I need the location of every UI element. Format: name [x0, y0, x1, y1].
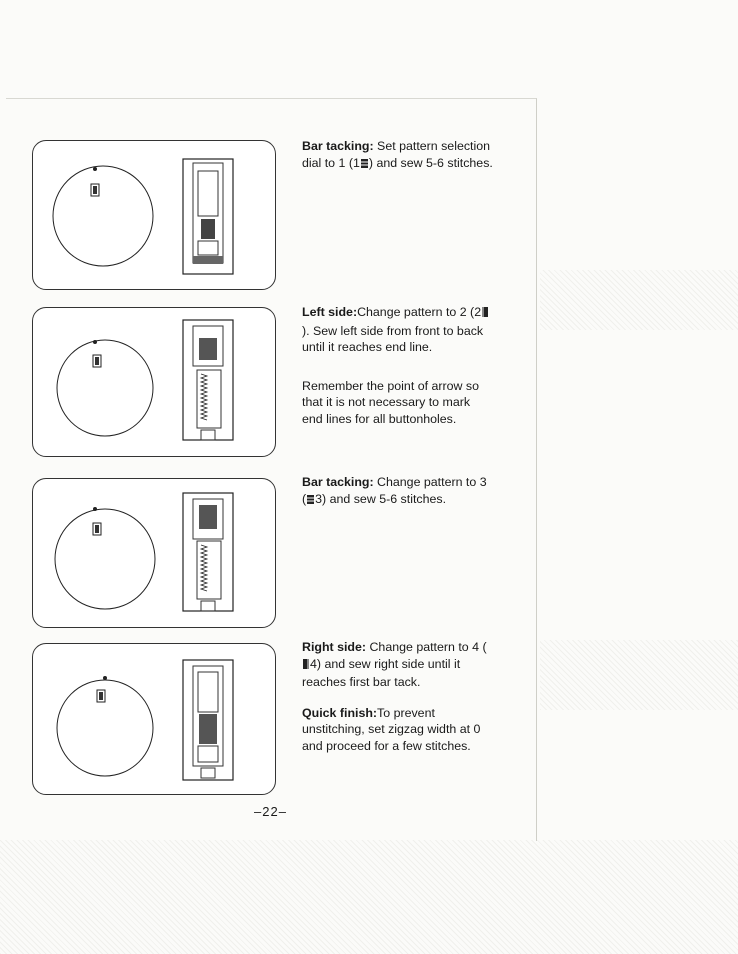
bar-tack-pattern-icon	[360, 157, 369, 174]
illustration-panel-3	[32, 478, 276, 628]
step-body: ). Sew left side from front to back until it reaches end line.	[302, 323, 484, 354]
illustration-panel-2	[32, 307, 276, 457]
dial-and-foot-illustration	[33, 308, 275, 456]
pattern-number: 4	[310, 656, 317, 671]
illustration-panel-1	[32, 140, 276, 290]
step-heading: Left side:	[302, 305, 358, 319]
bar-tack-pattern-icon	[306, 493, 315, 510]
step-body: Set pattern selection dial to 1 (	[302, 139, 491, 170]
step-heading: Bar tacking:	[302, 139, 374, 153]
pattern-number: 3	[315, 491, 323, 506]
step-note: Remember the point of arrow so that it is not necessary to mark end lines for all buttonholes.	[302, 378, 479, 426]
illustration-panel-4	[32, 643, 276, 795]
step-body: ) and sew 5-6 stitches.	[322, 491, 447, 506]
step-body: ) and sew 5-6 stitches.	[368, 155, 493, 170]
quick-finish-body: To prevent unstitching, set zigzag width at 0 and proceed for a few stitches.	[302, 705, 481, 753]
step-3-text	[302, 474, 494, 523]
right-side-pattern-icon	[302, 658, 310, 675]
step-4-text	[302, 639, 494, 768]
step-body: Change pattern to 3 (	[302, 475, 487, 506]
left-side-pattern-icon	[481, 306, 489, 323]
dial-and-foot-illustration	[33, 479, 275, 627]
pattern-number: 1	[352, 155, 360, 170]
step-body: ) and sew right side until it reaches first bar tack.	[302, 656, 461, 689]
step-2-text	[302, 304, 494, 441]
step-body: Change pattern to 4 (	[366, 640, 487, 654]
dial-and-foot-illustration	[33, 644, 275, 794]
step-1-text	[302, 138, 494, 187]
step-heading: Bar tacking:	[302, 475, 374, 489]
paper-texture	[540, 640, 738, 710]
step-body: Change pattern to 2 (	[357, 305, 475, 319]
dial-and-foot-illustration	[33, 141, 275, 289]
step-heading: Right side:	[302, 640, 367, 654]
page-number: –22–	[254, 804, 287, 819]
pattern-number: 2	[474, 305, 482, 319]
paper-texture	[0, 840, 738, 954]
paper-texture	[540, 270, 738, 330]
quick-finish-heading: Quick finish:	[302, 705, 378, 720]
